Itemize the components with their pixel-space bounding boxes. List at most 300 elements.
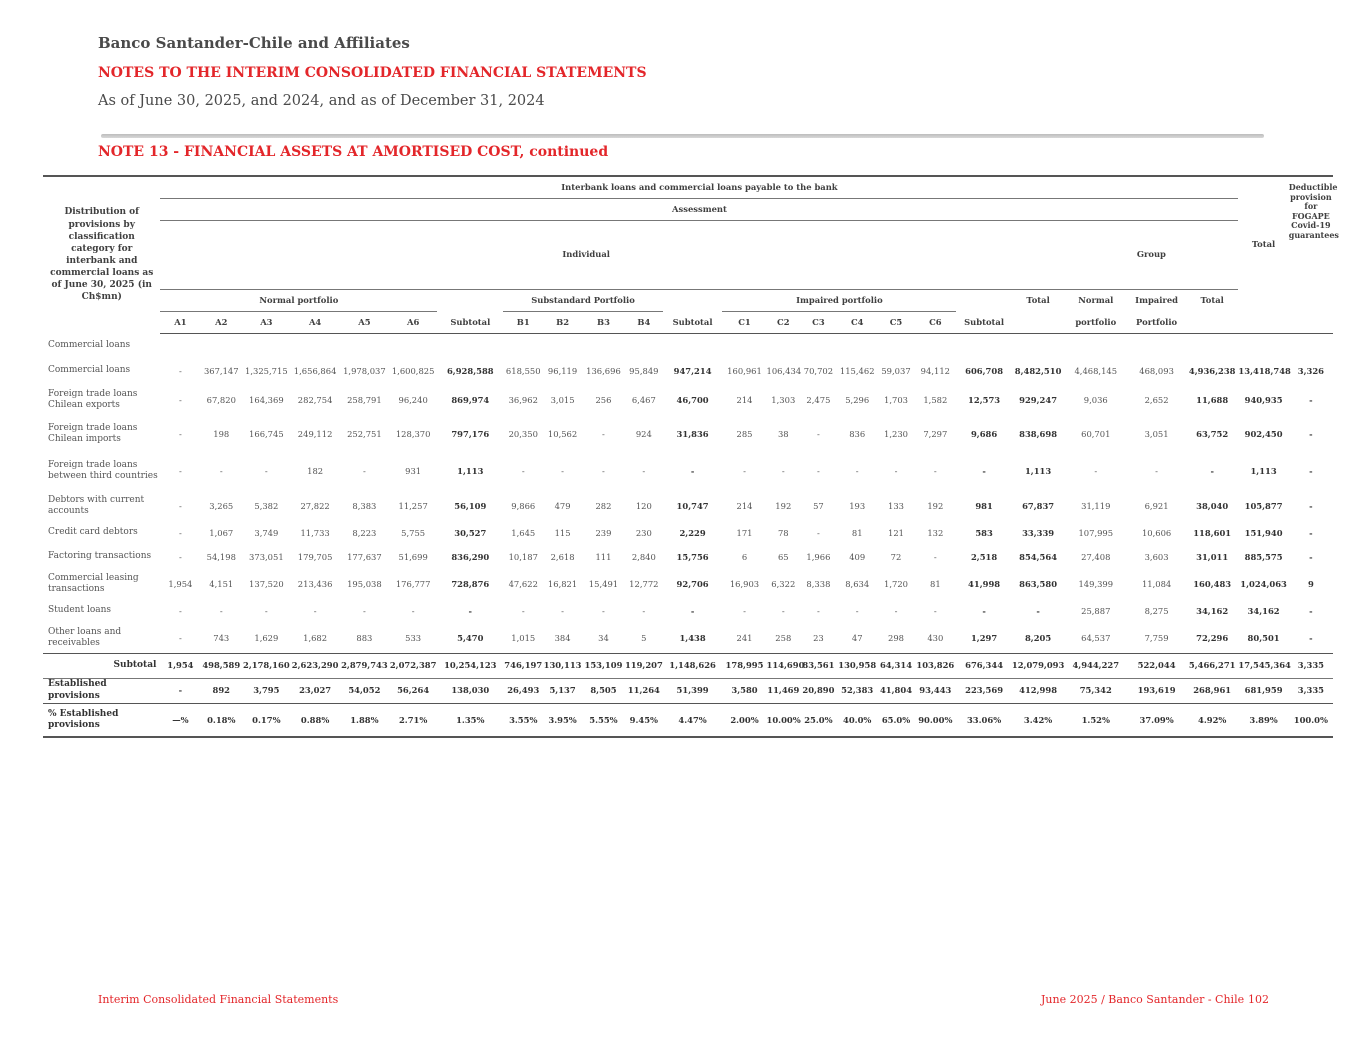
- table-cell: 0.17%: [242, 703, 290, 737]
- table-cell: 52,383: [837, 678, 878, 703]
- table-cell: 130,113: [543, 653, 582, 678]
- table-cell: -: [1210, 465, 1214, 476]
- table-cell: -: [602, 465, 605, 476]
- table-cell: 54,198: [206, 551, 236, 562]
- table-cell: 409: [849, 551, 866, 562]
- table-cell: 12,772: [629, 578, 659, 589]
- col-a5: A5: [340, 311, 389, 333]
- table-cell: 1,113: [457, 465, 484, 476]
- table-cell: 10,562: [547, 428, 578, 439]
- table-cell: 3.42%: [1012, 703, 1064, 737]
- table-cell: 883: [356, 632, 373, 643]
- table-cell: 103,826: [914, 653, 956, 678]
- table-cell: 34,162: [1196, 605, 1229, 616]
- impaired-portfolio-header: Impaired portfolio: [722, 289, 956, 311]
- table-cell: 96,119: [547, 365, 578, 376]
- table-cell: -: [816, 465, 820, 476]
- row-label: Commercial leasing transactions: [48, 572, 139, 594]
- table-cell: 37.09%: [1127, 703, 1186, 737]
- table-cell: 11,257: [398, 500, 428, 511]
- table-cell: 115,462: [839, 365, 875, 376]
- table-cell: 746,197: [503, 653, 543, 678]
- table-cell: 5,382: [254, 500, 279, 511]
- table-cell: 164,369: [249, 394, 284, 405]
- table-cell: 869,974: [451, 394, 490, 405]
- table-cell: 5,470: [457, 632, 484, 643]
- col-a3: A3: [242, 311, 290, 333]
- table-cell: 40.0%: [837, 703, 878, 737]
- company-name: Banco Santander-Chile and Affiliates: [98, 34, 410, 52]
- table-cell: 836: [849, 428, 866, 439]
- table-cell: 252,751: [347, 428, 382, 439]
- table-cell: 111: [595, 551, 612, 562]
- table-cell: 11,264: [625, 678, 663, 703]
- col-b4: B4: [625, 311, 663, 333]
- table-cell: 33.06%: [956, 703, 1012, 737]
- table-cell: 105,877: [1244, 500, 1283, 511]
- table-cell: 3,335: [1289, 653, 1333, 678]
- table-cell: 94,112: [920, 365, 950, 376]
- table-cell: 13,418,748: [1238, 365, 1291, 376]
- table-cell: 75,342: [1064, 678, 1127, 703]
- table-cell: 3,326: [1297, 365, 1324, 376]
- table-cell: -: [1309, 605, 1313, 616]
- row-label: Foreign trade loans between third countries: [48, 459, 158, 481]
- table-cell: 63,752: [1196, 428, 1229, 439]
- table-cell: -: [933, 551, 937, 562]
- table-cell: 1,113: [1250, 465, 1277, 476]
- table-cell: 193: [849, 500, 866, 511]
- table-cell: 78: [777, 527, 789, 538]
- table-cell: 214: [736, 500, 753, 511]
- table-cell: 6,921: [1144, 500, 1169, 511]
- table-cell: 2.00%: [722, 703, 766, 737]
- table-cell: 249,112: [297, 428, 333, 439]
- table-cell: 95,849: [629, 365, 659, 376]
- row-label: Debtors with current accounts: [48, 494, 145, 516]
- table-cell: 47,622: [508, 578, 538, 589]
- table-cell: 119,207: [625, 653, 663, 678]
- table-cell: 10,747: [676, 500, 709, 511]
- table-cell: -: [690, 465, 695, 476]
- table-cell: -: [855, 465, 859, 476]
- table-cell: 193,619: [1127, 678, 1186, 703]
- table-cell: 468,093: [1139, 365, 1174, 376]
- table-cell: 743: [213, 632, 230, 643]
- table-cell: 2,475: [806, 394, 831, 405]
- table-cell: 60,701: [1081, 428, 1111, 439]
- table-cell: -: [521, 605, 525, 616]
- table-cell: -: [178, 500, 182, 511]
- total-header: Total: [1238, 176, 1288, 311]
- table-cell: 27,822: [300, 500, 330, 511]
- table-cell: 1,656,864: [293, 365, 337, 376]
- established-row: [43, 678, 1333, 703]
- table-cell: 118,601: [1193, 527, 1232, 538]
- table-cell: 81: [929, 578, 941, 589]
- table-cell: 51,699: [398, 551, 428, 562]
- table-cell: 1,024,063: [1240, 578, 1287, 589]
- col-c4: C4: [837, 311, 878, 333]
- table-cell: 17,545,364: [1238, 653, 1288, 678]
- table-cell: 2,518: [970, 551, 998, 562]
- table-cell: 1,582: [923, 394, 948, 405]
- table-cell: 6,928,588: [446, 365, 494, 376]
- table-cell: -: [313, 605, 317, 616]
- table-cell: -: [264, 605, 268, 616]
- table-cell: 67,837: [1022, 500, 1055, 511]
- table-cell: 12,573: [968, 394, 1001, 405]
- table-cell: 10,187: [508, 551, 538, 562]
- table-cell: 522,044: [1127, 653, 1186, 678]
- table-cell: 285: [736, 428, 753, 439]
- table-cell: 4.92%: [1186, 703, 1238, 737]
- table-cell: 1,297: [970, 632, 998, 643]
- table-cell: 65: [777, 551, 789, 562]
- table-cell: 8,338: [806, 578, 831, 589]
- table-cell: 4,151: [209, 578, 234, 589]
- table-cell: 1,703: [884, 394, 908, 405]
- table-cell: 836,290: [451, 551, 490, 562]
- table-cell: 0.18%: [200, 703, 242, 737]
- table-cell: 171: [736, 527, 753, 538]
- table-cell: 213,436: [297, 578, 333, 589]
- table-cell: 176,777: [395, 578, 431, 589]
- normal-header: Normal: [1064, 289, 1127, 311]
- table-cell: 10.00%: [767, 703, 801, 737]
- normal-portfolio-header: Normal portfolio: [160, 289, 437, 311]
- table-cell: 96,240: [398, 394, 428, 405]
- table-cell: -: [982, 605, 986, 616]
- col-b3: B3: [582, 311, 625, 333]
- col-a4: A4: [290, 311, 339, 333]
- table-cell: -: [1094, 465, 1098, 476]
- table-cell: -: [264, 465, 268, 476]
- col-a6: A6: [389, 311, 437, 333]
- table-cell: 31,119: [1081, 500, 1111, 511]
- table-cell: -: [178, 365, 182, 376]
- table-cell: 412,998: [1012, 678, 1064, 703]
- table-cell: 7,297: [923, 428, 948, 439]
- table-cell: 2,178,160: [242, 653, 290, 678]
- table-cell: 282: [595, 500, 612, 511]
- table-cell: 80,501: [1247, 632, 1280, 643]
- table-cell: 10,254,123: [437, 653, 503, 678]
- row-label: Commercial loans: [48, 365, 131, 376]
- table-cell: 70,702: [803, 365, 834, 376]
- table-cell: 33,339: [1022, 527, 1055, 538]
- table-cell: 107,995: [1078, 527, 1114, 538]
- table-cell: -: [160, 678, 200, 703]
- table-cell: 430: [927, 632, 944, 643]
- table-cell: -: [894, 605, 898, 616]
- normal-portfolio-sub: portfolio: [1064, 311, 1127, 333]
- impaired-header: Impaired: [1127, 289, 1186, 311]
- table-row: [43, 521, 1333, 545]
- table-cell: 151,940: [1244, 527, 1283, 538]
- table-cell: 2.71%: [389, 703, 437, 737]
- table-cell: 34,162: [1247, 605, 1280, 616]
- table-cell: 9.45%: [625, 703, 663, 737]
- table-cell: 2,623,290: [290, 653, 339, 678]
- table-cell: 4,936,238: [1188, 365, 1236, 376]
- table-cell: -: [219, 605, 223, 616]
- table-cell: 902,450: [1244, 428, 1283, 439]
- assessment-header: Assessment: [160, 198, 1238, 220]
- table-cell: 0.88%: [290, 703, 339, 737]
- table-cell: 9,866: [511, 500, 536, 511]
- table-cell: 1,645: [511, 527, 536, 538]
- table-cell: 31,011: [1196, 551, 1229, 562]
- table-cell: 149,399: [1078, 578, 1114, 589]
- table-cell: 120: [635, 500, 652, 511]
- table-cell: -: [781, 465, 785, 476]
- table-cell: 3,795: [242, 678, 290, 703]
- table-cell: 20,890: [800, 678, 837, 703]
- table-row: [43, 599, 1333, 623]
- footer-right: June 2025 / Banco Santander - Chile: [1041, 993, 1245, 1006]
- table-cell: 9: [1307, 578, 1314, 589]
- table-cell: 121: [888, 527, 904, 538]
- table-cell: -: [816, 605, 820, 616]
- table-cell: 5.55%: [582, 703, 625, 737]
- table-cell: 676,344: [956, 653, 1012, 678]
- table-cell: -: [1309, 632, 1313, 643]
- page-number: 102: [1248, 993, 1269, 1006]
- table-cell: -: [178, 428, 182, 439]
- table-cell: 160,961: [727, 365, 762, 376]
- col-a2: A2: [200, 311, 242, 333]
- total-individual-header: Total: [1012, 289, 1064, 311]
- table-cell: -: [178, 527, 182, 538]
- table-cell: 160,483: [1193, 578, 1232, 589]
- table-row: [43, 383, 1333, 417]
- table-cell: 1,600,825: [391, 365, 435, 376]
- table-cell: 8,482,510: [1014, 365, 1062, 376]
- footer-left: Interim Consolidated Financial Statements: [98, 993, 339, 1006]
- table-cell: 929,247: [1019, 394, 1058, 405]
- table-row: [43, 569, 1333, 599]
- table-cell: -: [1309, 527, 1313, 538]
- table-cell: -: [743, 605, 746, 616]
- table-cell: 11,084: [1141, 578, 1172, 589]
- table-cell: -: [933, 465, 937, 476]
- table-cell: -: [1309, 551, 1313, 562]
- table-cell: 3,749: [254, 527, 279, 538]
- table-cell: 931: [405, 465, 422, 476]
- table-cell: -: [561, 465, 564, 476]
- table-cell: 1.52%: [1064, 703, 1127, 737]
- table-cell: 239: [595, 527, 612, 538]
- table-cell: 854,564: [1019, 551, 1058, 562]
- table-cell: 3.55%: [503, 703, 543, 737]
- table-cell: 11,469: [767, 678, 801, 703]
- table-row: [43, 417, 1333, 451]
- table-cell: -: [411, 605, 415, 616]
- row-label: Foreign trade loans Chilean exports: [48, 388, 138, 410]
- table-cell: 1,113: [1024, 465, 1052, 476]
- table-cell: 38,040: [1196, 500, 1229, 511]
- table-cell: 4,944,227: [1064, 653, 1127, 678]
- table-cell: -: [178, 465, 182, 476]
- table-cell: 11,733: [300, 527, 330, 538]
- table-cell: 681,959: [1238, 678, 1288, 703]
- table-cell: -: [781, 605, 785, 616]
- table-cell: 25.0%: [800, 703, 837, 737]
- table-cell: 1,629: [254, 632, 279, 643]
- table-cell: -: [561, 605, 564, 616]
- group-total-header: Total: [1186, 289, 1238, 311]
- table-cell: 9,036: [1083, 394, 1108, 405]
- table-cell: 479: [554, 500, 571, 511]
- subtotal-label: Subtotal: [43, 653, 160, 678]
- table-cell: 138,030: [437, 678, 503, 703]
- deductible-header: Deductible provision for FOGAPE Covid-19 guarantees: [1289, 176, 1333, 311]
- table-cell: 106,434: [766, 365, 802, 376]
- row-label: Foreign trade loans Chilean imports: [48, 422, 138, 444]
- table-cell: 3,051: [1144, 428, 1169, 439]
- col-subtotal-a: Subtotal: [437, 311, 503, 333]
- percent-row: [43, 703, 1333, 737]
- table-cell: -: [362, 465, 366, 476]
- table-cell: -: [178, 605, 182, 616]
- table-cell: 838,698: [1019, 428, 1058, 439]
- col-subtotal-c: Subtotal: [956, 311, 1012, 333]
- table-cell: 298: [888, 632, 904, 643]
- table-cell: 498,589: [200, 653, 242, 678]
- table-cell: 1,954: [160, 653, 200, 678]
- table-cell: 192: [775, 500, 792, 511]
- row-label: Student loans: [48, 605, 112, 616]
- col-b2: B2: [543, 311, 582, 333]
- table-cell: -: [1309, 465, 1313, 476]
- table-cell: 6,322: [771, 578, 796, 589]
- table-cell: 1,148,626: [663, 653, 723, 678]
- table-cell: 373,051: [249, 551, 284, 562]
- individual-header: Individual: [562, 249, 610, 260]
- table-cell: 583: [975, 527, 993, 538]
- table-cell: 6,467: [631, 394, 656, 405]
- table-cell: 83,561: [800, 653, 837, 678]
- table-cell: 947,214: [673, 365, 712, 376]
- percent-label: % Established provisions: [43, 703, 160, 737]
- table-cell: 3,335: [1289, 678, 1333, 703]
- table-cell: 1,067: [209, 527, 234, 538]
- table-cell: 1.88%: [340, 703, 389, 737]
- table-cell: 15,491: [588, 578, 619, 589]
- table-cell: 258,791: [347, 394, 382, 405]
- table-cell: 72: [890, 551, 902, 562]
- col-b1: B1: [503, 311, 543, 333]
- table-cell: 258: [775, 632, 792, 643]
- col-c2: C2: [767, 311, 801, 333]
- table-cell: 282,754: [297, 394, 333, 405]
- table-cell: 195,038: [347, 578, 382, 589]
- table-cell: 57: [813, 500, 824, 511]
- table-cell: 20,350: [508, 428, 538, 439]
- table-cell: 5,137: [543, 678, 582, 703]
- table-cell: 133: [888, 500, 904, 511]
- table-cell: -: [743, 465, 746, 476]
- table-cell: 885,575: [1244, 551, 1283, 562]
- table-cell: 93,443: [914, 678, 956, 703]
- table-cell: 4.47%: [663, 703, 723, 737]
- table-cell: -: [1036, 605, 1040, 616]
- table-cell: -: [468, 605, 473, 616]
- table-cell: 115: [554, 527, 571, 538]
- table-cell: 130,958: [837, 653, 878, 678]
- table-cell: 36,962: [508, 394, 538, 405]
- table-cell: -: [219, 465, 223, 476]
- divider: [101, 134, 1264, 138]
- table-cell: 100.0%: [1289, 703, 1333, 737]
- table-cell: 4,468,145: [1074, 365, 1118, 376]
- row-label: Other loans and receivables: [48, 626, 122, 648]
- table-row: [43, 359, 1333, 383]
- impaired-portfolio-sub: Portfolio: [1127, 311, 1186, 333]
- table-cell: -: [690, 605, 695, 616]
- table-cell: 1,966: [806, 551, 831, 562]
- table-cell: 8,383: [352, 500, 377, 511]
- table-cell: 30,527: [454, 527, 487, 538]
- table-cell: -: [1309, 500, 1313, 511]
- table-cell: -: [178, 394, 182, 405]
- row-label: Factoring transactions: [48, 551, 152, 562]
- table-cell: 1,682: [303, 632, 328, 643]
- table-cell: 2,840: [631, 551, 656, 562]
- table-cell: -: [642, 605, 646, 616]
- table-cell: 137,520: [249, 578, 284, 589]
- table-cell: 72,296: [1196, 632, 1229, 643]
- table-cell: 384: [554, 632, 571, 643]
- table-cell: 47: [851, 632, 863, 643]
- col-subtotal-b: Subtotal: [663, 311, 723, 333]
- table-cell: 166,745: [249, 428, 284, 439]
- table-cell: 92,706: [676, 578, 709, 589]
- table-row: [43, 491, 1333, 521]
- table-cell: 8,634: [845, 578, 870, 589]
- table-cell: 1,720: [884, 578, 908, 589]
- table-cell: 2,618: [550, 551, 575, 562]
- table-cell: 241: [736, 632, 753, 643]
- col-c1: C1: [722, 311, 766, 333]
- table-cell: -: [521, 465, 525, 476]
- table-cell: 59,037: [881, 365, 911, 376]
- table-cell: 34: [598, 632, 609, 643]
- table-cell: 5: [641, 632, 647, 643]
- table-cell: 7,759: [1144, 632, 1169, 643]
- table-cell: 12,079,093: [1012, 653, 1064, 678]
- table-cell: 2,072,387: [389, 653, 437, 678]
- table-cell: 1,230: [884, 428, 908, 439]
- table-cell: 41,804: [878, 678, 915, 703]
- table-cell: 64,537: [1081, 632, 1111, 643]
- table-cell: 2,879,743: [340, 653, 389, 678]
- table-cell: 26,493: [503, 678, 543, 703]
- table-cell: 3,015: [550, 394, 575, 405]
- provisions-table: [43, 175, 1339, 738]
- table-cell: 618,550: [505, 365, 541, 376]
- table-cell: 940,935: [1244, 394, 1283, 405]
- table-cell: 9,686: [970, 428, 998, 439]
- table-cell: 1,954: [168, 578, 193, 589]
- table-cell: 8,205: [1024, 632, 1052, 643]
- table-cell: 1,015: [511, 632, 536, 643]
- table-cell: -: [602, 605, 605, 616]
- table-row: [43, 545, 1333, 569]
- table-cell: 198: [213, 428, 230, 439]
- table-cell: 46,700: [676, 394, 709, 405]
